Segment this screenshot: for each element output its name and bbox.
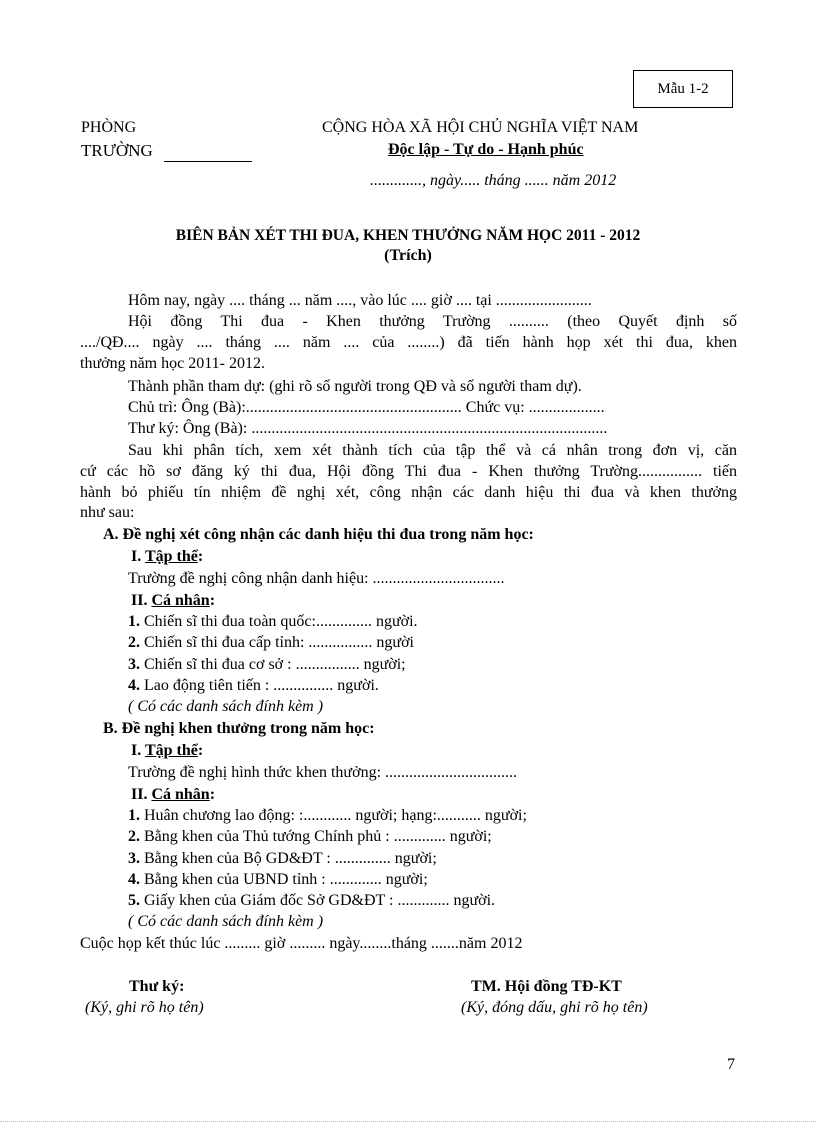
document-title: BIÊN BẢN XÉT THI ĐUA, KHEN THƯỞNG NĂM HỌC 2011 - 2012 (175, 227, 641, 244)
signature-right-title: TM. Hội đồng TĐ-KT (471, 978, 622, 995)
list-item: 4. Bằng khen của UBND tỉnh : ............. người; (128, 871, 428, 888)
closing-line: Cuộc họp kết thúc lúc ......... giờ ......... ngày........tháng .......năm 2012 (80, 935, 523, 952)
paragraph-analysis-line2: cứ các hồ sơ đăng ký thi đua, Hội đồng Thi đua - Khen thưởng Trường................ tiến (80, 463, 737, 480)
paragraph-participants: Thành phần tham dự: (ghi rõ số người trong QĐ và số người tham dự). (128, 378, 582, 395)
form-label: Mẫu 1-2 (657, 80, 709, 97)
paragraph-analysis-line1: Sau khi phân tích, xem xét thành tích của tập thể và cá nhân trong đơn vị, căn (128, 442, 737, 459)
date-line: ............., ngày..... tháng ...... năm 2012 (370, 172, 617, 189)
section-a-collective-heading: I. Tập thể: (131, 548, 204, 565)
paragraph-analysis-line3: hành bỏ phiếu tín nhiệm đề nghị xét, công nhận các danh hiệu thi đua và khen thưởng (80, 484, 737, 501)
list-item: 4. Lao động tiên tiến : ............... người. (128, 677, 379, 694)
list-item: 3. Chiến sĩ thi đua cơ sở : ................ người; (128, 656, 406, 673)
list-item: 2. Bằng khen của Thủ tướng Chính phủ : ............. người; (128, 828, 492, 845)
header-underline (164, 161, 252, 162)
section-a-note: ( Có các danh sách đính kèm ) (128, 698, 324, 715)
list-item: 5. Giấy khen của Giám đốc Sở GD&ĐT : ............. người. (128, 892, 496, 909)
section-a-heading: A. Đề nghị xét công nhận các danh hiệu thi đua trong năm học: (103, 526, 534, 543)
list-item: 3. Bằng khen của Bộ GD&ĐT : .............. người; (128, 850, 437, 867)
paragraph-opening: Hôm nay, ngày .... tháng ... năm ...., vào lúc .... giờ .... tại ........................ (128, 292, 592, 309)
signature-left-note: (Ký, ghi rõ họ tên) (85, 999, 204, 1016)
paragraph-analysis-line4: như sau: (80, 504, 135, 521)
list-item: 2. Chiến sĩ thi đua cấp tỉnh: ................ người (128, 634, 414, 651)
section-b-note: ( Có các danh sách đính kèm ) (128, 913, 324, 930)
page-number: 7 (727, 1056, 735, 1073)
chair-line: Chủ trì: Ông (Bà):...................................................... Chức vụ: ................... (128, 399, 605, 416)
national-title: CỘNG HÒA XÃ HỘI CHỦ NGHĨA VIỆT NAM (322, 119, 639, 136)
section-a-collective-text: Trường đề nghị công nhận danh hiệu: ................................. (128, 570, 505, 587)
section-b-heading: B. Đề nghị khen thưởng trong năm học: (103, 720, 375, 737)
section-a-individual-heading: II. Cá nhân: (131, 592, 216, 609)
motto: Độc lập - Tự do - Hạnh phúc (388, 141, 584, 158)
paragraph-council-line3: thưởng năm học 2011- 2012. (80, 355, 265, 372)
header-department: PHÒNG (81, 119, 137, 136)
secretary-line: Thư ký: Ông (Bà): ......................................................................................... (128, 420, 608, 437)
section-b-individual-heading: II. Cá nhân: (131, 786, 216, 803)
list-item: 1. Chiến sĩ thi đua toàn quốc:.............. người. (128, 613, 418, 630)
section-b-collective-heading: I. Tập thể: (131, 742, 204, 759)
paragraph-council-line1: Hội đồng Thi đua - Khen thưởng Trường .......... (theo Quyết định số (128, 313, 737, 330)
signature-left-title: Thư ký: (129, 978, 185, 995)
paragraph-council-line2: ..../QĐ.... ngày .... tháng .... năm .... của ........) đã tiến hành họp xét thi đua, khen (80, 334, 737, 351)
list-item: 1. Huân chương lao động: :............ người; hạng:........... người; (128, 807, 527, 824)
document-subtitle: (Trích) (384, 247, 432, 264)
form-label-box (633, 70, 733, 108)
signature-right-note: (Ký, đóng dấu, ghi rõ họ tên) (461, 999, 648, 1016)
section-b-collective-text: Trường đề nghị hình thức khen thưởng: ................................. (128, 764, 518, 781)
header-school: TRƯỜNG (81, 141, 153, 160)
page-bottom-divider (0, 1121, 816, 1122)
